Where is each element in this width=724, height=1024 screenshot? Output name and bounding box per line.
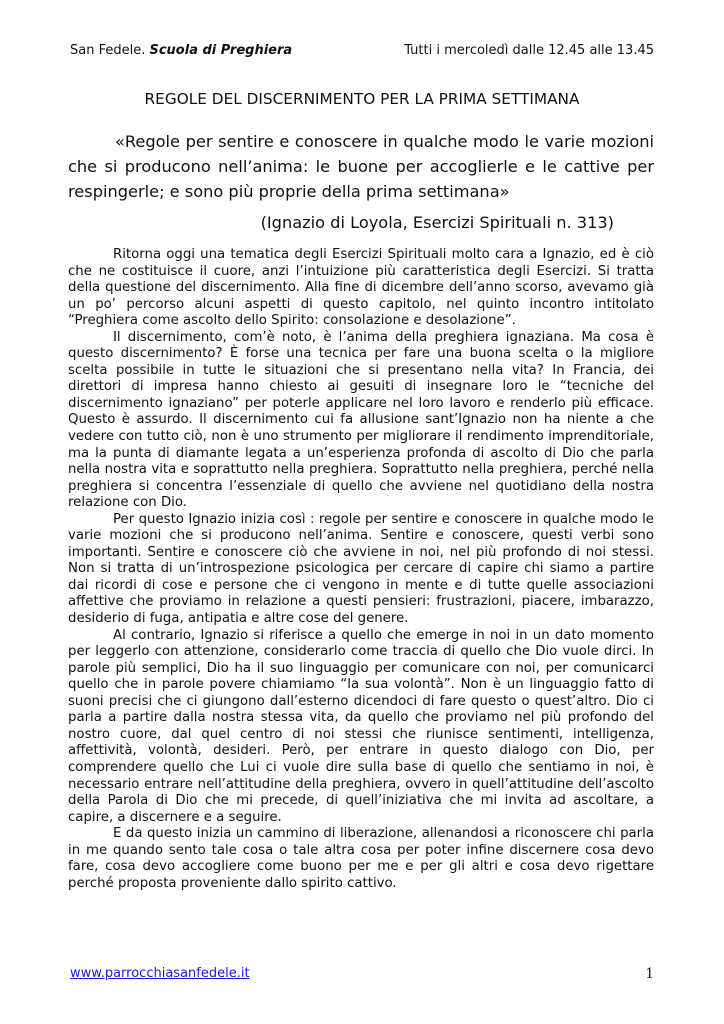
page-header xyxy=(70,43,654,63)
opening-quote: «Regole per sentire e conoscere in qualche modo le varie mozioni che si producono nell’anima: le buone per accoglierle e le cattive per respingerle; e sono più proprie della prima settimana» xyxy=(68,132,654,202)
paragraph: E da questo inizia un cammino di liberazione, allenandosi a riconoscere chi parla in me quando sento tale cosa o tale altra cosa per poter infine discernere cosa devo fare, cosa devo accogliere come buono per me e per gli altri e cosa devo rigettare perché proposta proveniente dallo spirito cattivo. xyxy=(68,826,654,891)
paragraph: Ritorna oggi una tematica degli Esercizi Spirituali molto cara a Ignazio, ed è ciò che ne costituisce il cuore, anzi l’intuizione più caratteristica degli Esercizi. Si tratta della questione del discernimento. Alla fine di dicembre dell’anno scorso, avevamo già un po’ percorso alcuni aspetti di questo capitolo, nel quinto incontro intitolato “Preghiera come ascolto dello Spirito: consolazione e desolazione”. xyxy=(68,247,654,329)
paragraph: Il discernimento, com’è noto, è l’anima della preghiera ignaziana. Ma cosa è questo discernimento? È forse una tecnica per fare una buona scelta o la migliore scelta possibile in tutte le situazioni che si presentano nella vita? In Francia, dei direttori di impresa hanno chiesto ai gesuiti di insegnare loro le “tecniche del discernimento ignaziano” per poterle applicare nel loro lavoro e renderlo più efficace. Questo è assurdo. Il discernimento cui fa allusione sant’Ignazio non ha niente a che vedere con tutto ciò, non è uno strumento per migliorare il rendimento imprenditoriale, ma la punta di diamante legata a un’esperienza profonda di ascolto di Dio che parla nella nostra vita e soprattutto nella preghiera. Soprattutto nella preghiera, perché nella preghiera si concentra l’essenziale di quello che avviene nel quotidiano della nostra relazione con Dio. xyxy=(68,329,654,511)
paragraph: Al contrario, Ignazio si riferisce a quello che emerge in noi in un dato momento per leggerlo con attenzione, considerarlo come traccia di quello che Dio vuole dirci. In parole più semplici, Dio ha il suo linguaggio per comunicare con noi, per comunicarci quello che in parole povere chiamiamo “la sua volontà”. Non è un linguaggio fatto di suoni precisi che ci giungono dall’esterno dicendoci di fare questo o quest’altro. Dio ci parla a partire dalla nostra stessa vita, da quello che proviamo nel più profondo del nostro cuore, dal quel centro di noi stessi che riunisce sentimenti, intelligenza, affettività, volontà, desideri. Però, per entrare in questo dialogo con Dio, per comprendere quello che Lui ci vuole dire sulla base di quello che sentiamo in noi, è necessario entrare nell’attitudine della preghiera, ovvero in quell’attitudine dell’ascolto della Parola di Dio che mi precede, di quell’iniziativa che mi invita ad ascoltare, a capire, a discernere e a seguire. xyxy=(68,627,654,825)
header-schedule: Tutti i mercoledì dalle 12.45 alle 13.45 xyxy=(404,43,654,58)
header-prefix: San Fedele. xyxy=(70,43,150,58)
quote-attribution: (Ignazio di Loyola, Esercizi Spirituali n. 313) xyxy=(260,213,614,232)
body-text xyxy=(68,247,654,892)
paragraph: Per questo Ignazio inizia così : regole per sentire e conoscere in qualche modo le varie mozioni che si producono nell’anima. Sentire e conoscere, questi verbi sono importanti. Sentire e conoscere ciò che avviene in noi, nel più profondo di noi stessi. Non si tratta di un’introspezione psicologica per cercare di capire chi siamo a partire dai ricordi di cose e persone che ci vengono in mente e di tutte quelle associazioni affettive che proviamo in relazione a questi pensieri: frustrazioni, piacere, imbarazzo, desiderio di fuga, antipatia e altre cose del genere. xyxy=(68,511,654,627)
header-left xyxy=(70,43,292,63)
website-link[interactable]: www.parrocchiasanfedele.it xyxy=(70,966,250,981)
page-footer xyxy=(70,966,654,982)
header-series-title: Scuola di Preghiera xyxy=(149,43,293,58)
document-title: REGOLE DEL DISCERNIMENTO PER LA PRIMA SETTIMANA xyxy=(144,90,580,108)
page-number: 1 xyxy=(645,966,654,982)
